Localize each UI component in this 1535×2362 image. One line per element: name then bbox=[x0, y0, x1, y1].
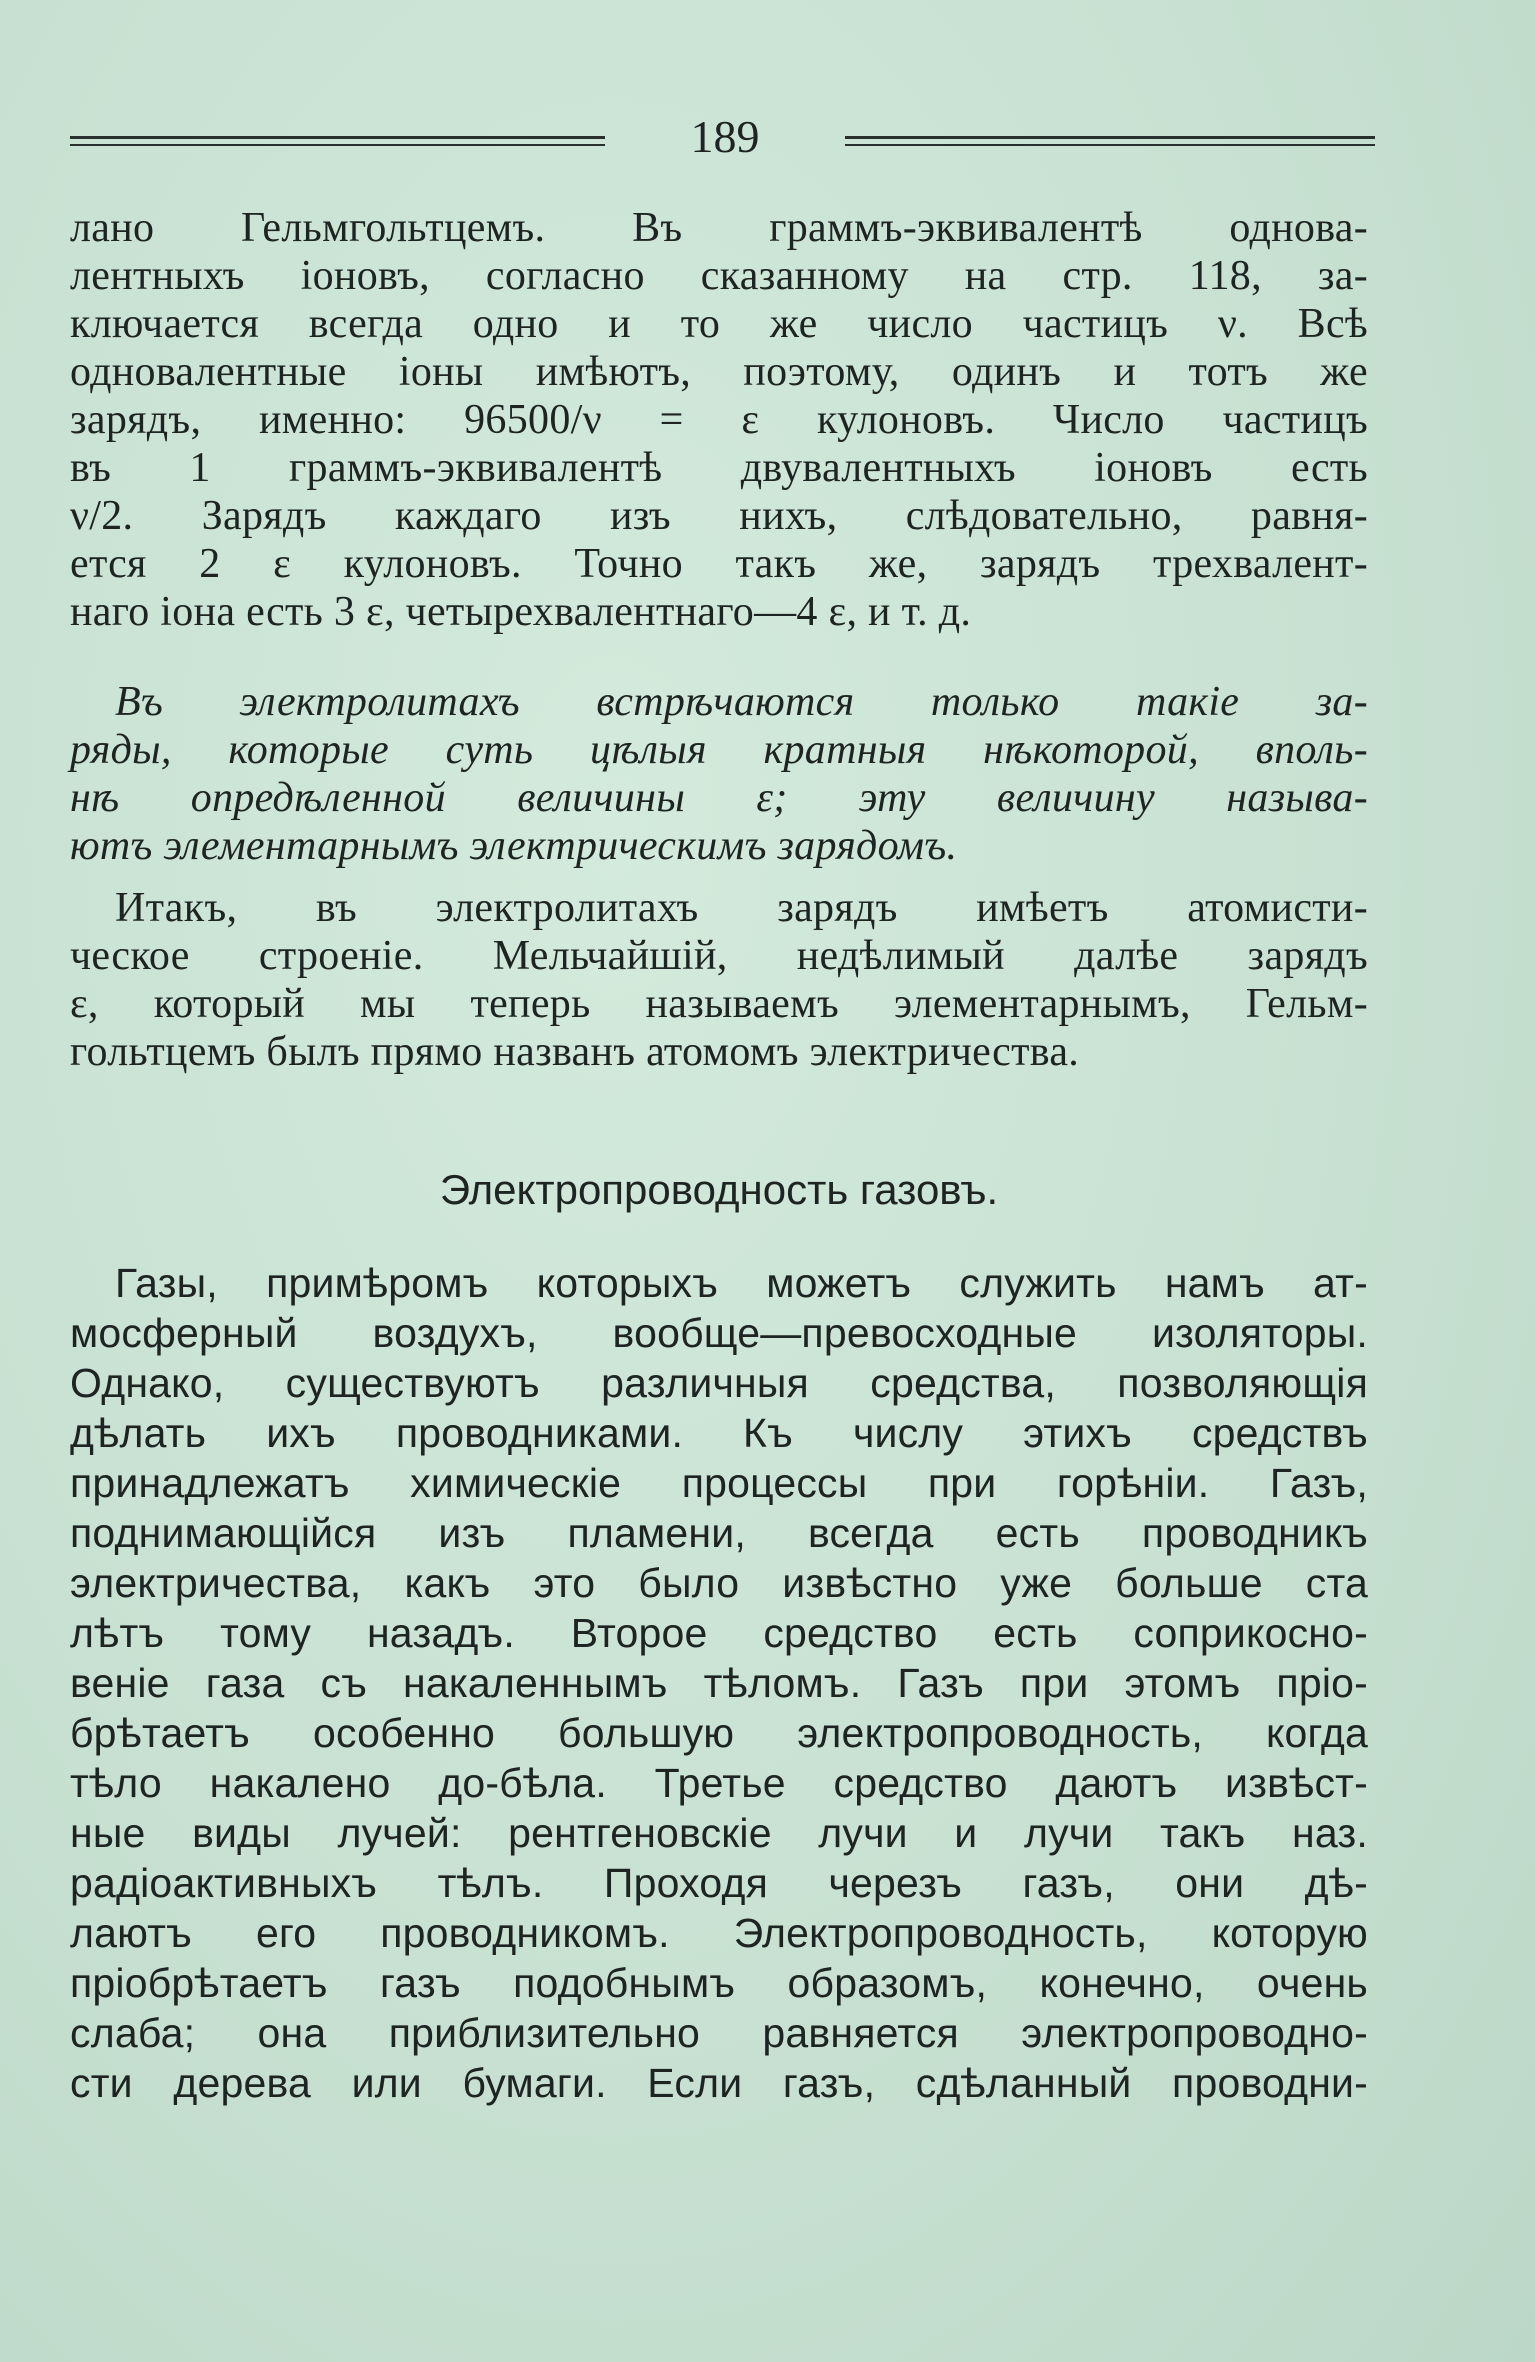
text-line: Однако, существуютъ различныя средства, позволяющія bbox=[70, 1360, 1368, 1406]
text-line: въ 1 граммъ-эквивалентѣ двувалентныхъ іоновъ есть bbox=[70, 445, 1368, 491]
text-line: гольтцемъ былъ прямо названъ атомомъ электричества. bbox=[70, 1029, 1080, 1075]
text-line: одновалентные іоны имѣютъ, поэтому, одинъ и тотъ же bbox=[70, 349, 1368, 395]
text-line: Газы, примѣромъ которыхъ можетъ служить намъ ат- bbox=[115, 1260, 1368, 1306]
text-line: Итакъ, въ электролитахъ зарядъ имѣетъ атомисти- bbox=[115, 885, 1368, 931]
text-line: слаба; она приблизительно равняется электропроводно- bbox=[70, 2010, 1368, 2056]
text-line: ν/2. Зарядъ каждаго изъ нихъ, слѣдовательно, равня- bbox=[70, 493, 1368, 539]
text-line: принадлежатъ химическіе процессы при горѣніи. Газъ, bbox=[70, 1460, 1368, 1506]
text-line: ε, который мы теперь называемъ элементарнымъ, Гельм- bbox=[70, 981, 1368, 1027]
text-line: брѣтаетъ особенно большую электропроводность, когда bbox=[70, 1710, 1368, 1756]
text-line: ется 2 ε кулоновъ. Точно такъ же, зарядъ трехвалент- bbox=[70, 541, 1368, 587]
paragraph-atomic-structure bbox=[70, 884, 1368, 1076]
text-line: лентныхъ іоновъ, согласно сказанному на стр. 118, за- bbox=[70, 253, 1368, 299]
paragraph-gas-conductivity bbox=[70, 1258, 1368, 2108]
text-line: лаютъ его проводникомъ. Электропроводность, которую bbox=[70, 1910, 1368, 1956]
text-line: тѣло накалено до-бѣла. Третье средство даютъ извѣст- bbox=[70, 1760, 1368, 1806]
text-line: ческое строеніе. Мельчайшій, недѣлимый далѣе зарядъ bbox=[70, 933, 1368, 979]
header-rule-right bbox=[845, 136, 1375, 150]
paragraph-elementary-charge bbox=[70, 678, 1368, 870]
text-line: ряды, которые суть цѣлыя кратныя нѣкоторой, вполь- bbox=[70, 727, 1368, 773]
text-line: электричества, какъ это было извѣстно уже больше ста bbox=[70, 1560, 1368, 1606]
page-number: 189 bbox=[690, 111, 760, 162]
text-line: поднимающійся изъ пламени, всегда есть проводникъ bbox=[70, 1510, 1368, 1556]
text-line: веніе газа съ накаленнымъ тѣломъ. Газъ при этомъ пріо- bbox=[70, 1660, 1368, 1706]
text-line: нѣ опредѣленной величины ε; эту величину называ- bbox=[70, 775, 1368, 821]
section-heading: Электропроводность газовъ. bbox=[439, 1166, 999, 1213]
text-line: лано Гельмгольтцемъ. Въ граммъ-эквивалентѣ однова- bbox=[70, 205, 1368, 251]
text-line: дѣлать ихъ проводниками. Къ числу этихъ средствъ bbox=[70, 1410, 1368, 1456]
text-line: ютъ элементарнымъ электрическимъ зарядомъ. bbox=[70, 823, 958, 869]
text-line: мосферный воздухъ, вообще—превосходные изоляторы. bbox=[70, 1310, 1368, 1356]
paragraph-helmholtz-charge bbox=[70, 204, 1368, 636]
text-line: зарядъ, именно: 96500/ν = ε кулоновъ. Число частицъ bbox=[70, 397, 1368, 443]
text-line: наго іона есть 3 ε, четырехвалентнаго—4 ε, и т. д. bbox=[70, 589, 972, 635]
text-line: лѣтъ тому назадъ. Второе средство есть соприкосно- bbox=[70, 1610, 1368, 1656]
text-line: ключается всегда одно и то же число частицъ ν. Всѣ bbox=[70, 301, 1368, 347]
text-line: пріобрѣтаетъ газъ подобнымъ образомъ, конечно, очень bbox=[70, 1960, 1368, 2006]
text-line: ные виды лучей: рентгеновскіе лучи и лучи такъ наз. bbox=[70, 1810, 1368, 1856]
header-rule-left bbox=[70, 136, 605, 150]
text-line: сти дерева или бумаги. Если газъ, сдѣланный проводни- bbox=[70, 2060, 1368, 2106]
text-line: Въ электролитахъ встрѣчаются только такіе за- bbox=[115, 679, 1368, 725]
page-header bbox=[70, 112, 1375, 162]
text-line: радіоактивныхъ тѣлъ. Проходя черезъ газъ, они дѣ- bbox=[70, 1860, 1368, 1906]
